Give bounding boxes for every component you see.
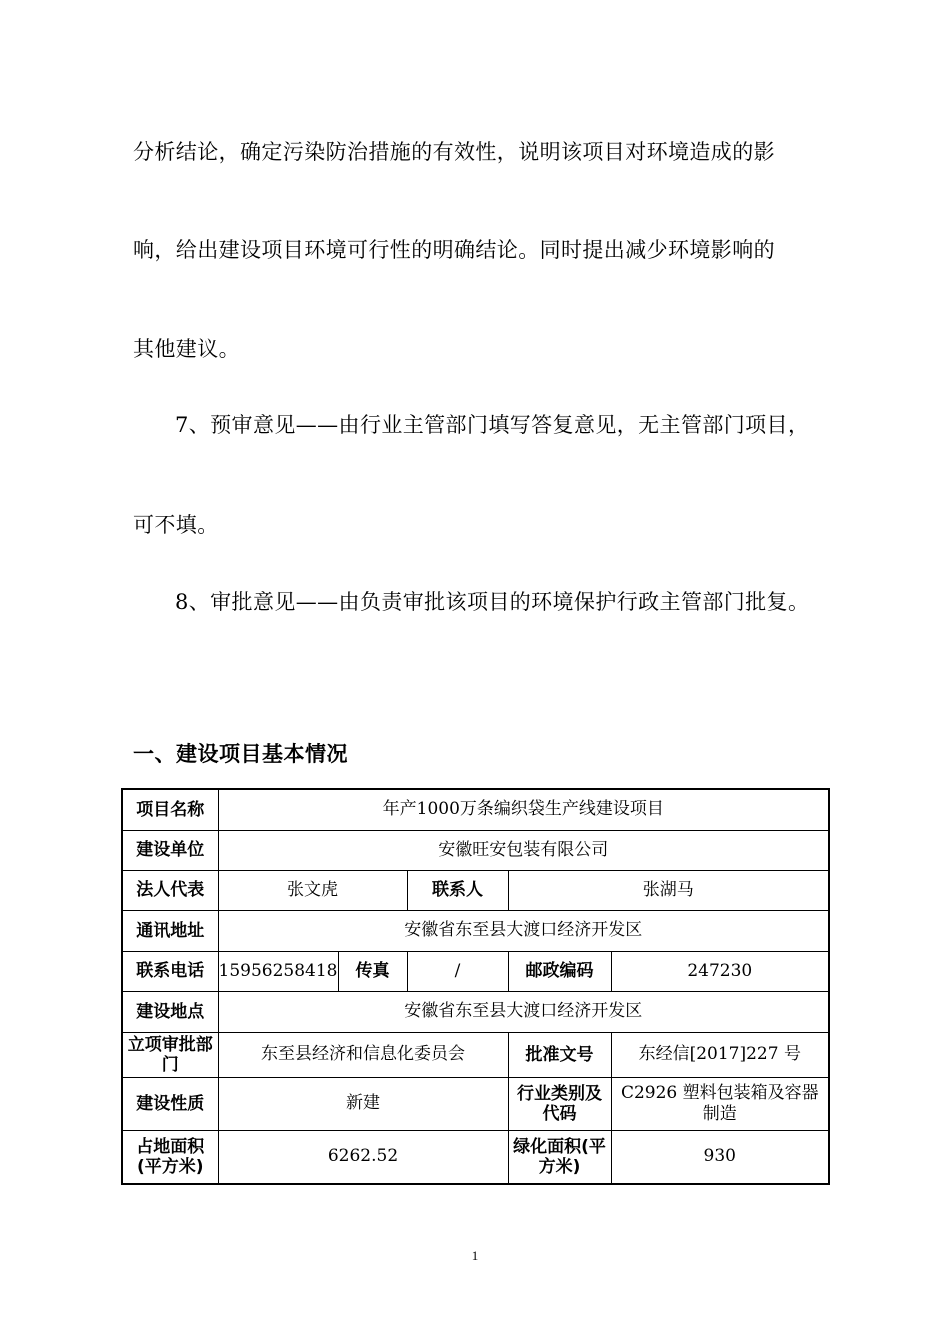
table-row: [122, 991, 829, 1032]
section-heading: 一、建设项目基本情况: [133, 742, 348, 766]
table-row: [122, 910, 829, 951]
project-info-table: [121, 788, 830, 1185]
project-name-value: 年产1000万条编织袋生产线建设项目: [218, 789, 829, 830]
paragraph-line: 可不填。: [133, 513, 219, 537]
area-value: 6262.52: [218, 1130, 508, 1184]
builder-value: 安徽旺安包装有限公司: [218, 830, 829, 870]
builder-label: 建设单位: [122, 830, 218, 870]
approval-no-label: 批准文号: [508, 1032, 611, 1077]
paragraph-line: 7、预审意见——由行业主管部门填写答复意见，无主管部门项目，: [175, 413, 810, 437]
table-row: [122, 1130, 829, 1184]
nature-label: 建设性质: [122, 1077, 218, 1130]
industry-label: 行业类别及代码: [508, 1077, 611, 1130]
contact-label: 联系人: [407, 870, 508, 910]
paragraph-line: 8、审批意见——由负责审批该项目的环境保护行政主管部门批复。: [175, 590, 810, 614]
table-row: [122, 830, 829, 870]
legal-rep-label: 法人代表: [122, 870, 218, 910]
paragraph-line: 响，给出建设项目环境可行性的明确结论。同时提出减少环境影响的: [133, 238, 775, 262]
contact-value: 张湖马: [508, 870, 829, 910]
address-value: 安徽省东至县大渡口经济开发区: [218, 910, 829, 951]
table-row: [122, 789, 829, 830]
approval-dept-value: 东至县经济和信息化委员会: [218, 1032, 508, 1077]
table-row: [122, 1077, 829, 1130]
approval-no-value: 东经信[2017]227 号: [611, 1032, 829, 1077]
table-row: [122, 951, 829, 991]
paragraph-line: 其他建议。: [133, 337, 240, 361]
site-value: 安徽省东至县大渡口经济开发区: [218, 991, 829, 1032]
table-row: [122, 1032, 829, 1077]
fax-value: /: [407, 951, 508, 991]
postcode-value: 247230: [611, 951, 829, 991]
green-label: 绿化面积(平方米): [508, 1130, 611, 1184]
table-row: [122, 870, 829, 910]
area-label: 占地面积(平方米): [122, 1130, 218, 1184]
phone-value: 15956258418: [218, 951, 338, 991]
site-label: 建设地点: [122, 991, 218, 1032]
postcode-label: 邮政编码: [508, 951, 611, 991]
green-value: 930: [611, 1130, 829, 1184]
project-name-label: 项目名称: [122, 789, 218, 830]
approval-dept-label: 立项审批部门: [122, 1032, 218, 1077]
nature-value: 新建: [218, 1077, 508, 1130]
paragraph-line: 分析结论，确定污染防治措施的有效性，说明该项目对环境造成的影: [133, 140, 775, 164]
phone-label: 联系电话: [122, 951, 218, 991]
industry-value: C2926 塑料包装箱及容器制造: [611, 1077, 829, 1130]
address-label: 通讯地址: [122, 910, 218, 951]
fax-label: 传真: [338, 951, 407, 991]
page-number: 1: [471, 1248, 479, 1263]
legal-rep-value: 张文虎: [218, 870, 407, 910]
